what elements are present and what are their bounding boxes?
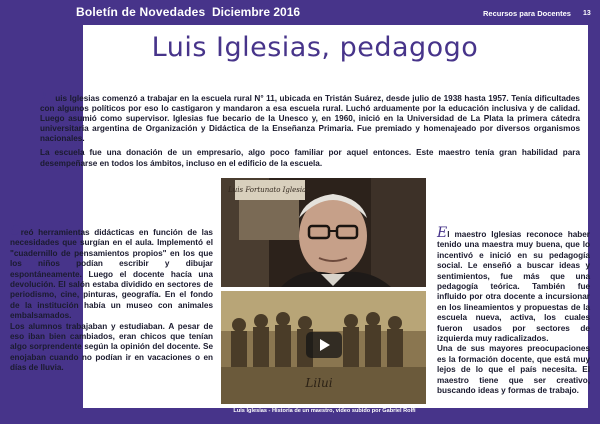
intro-paragraph-2: La escuela fue una donación de un empresario, algo poco familiar por aquel entonces. Este maestro tenía gran habilidad para desempeñarse en todos los ámbitos, incluso en el edificio de la escuela. — [40, 148, 580, 168]
video-thumbnail[interactable] — [221, 291, 426, 404]
left-column — [10, 223, 213, 374]
portrait-photo — [221, 178, 426, 287]
intro-paragraph-1: uis Iglesias comenzó a trabajar en la escuela rural N° 11, ubicada en Tristán Suárez, desde julio de 1938 hasta 1957. Tenía dificultades con algunos políticos por eso lo castigaron y mandaron a esa escuela rural. Luchó arduamente por la educación inclusiva y de calidad. Luego asumió como supervisor. Iglesias fue becario de la Unesco y, en 1960, inició en la Universidad de La Plata la primera cátedra universitaria argentina de Organización y Didáctica de la Enseñanza Primaria. Fue premiado y homenajeado por diversos organismos nacionales. — [40, 94, 580, 144]
play-icon — [306, 332, 342, 358]
video-label: Lilui — [305, 376, 333, 390]
intro-text — [40, 85, 580, 169]
play-button[interactable] — [306, 332, 342, 358]
bulletin-date: Diciembre 2016 — [212, 5, 301, 19]
right-paragraph-2: Una de sus mayores preocupaciones es la formación docente, que está muy lejos de lo que el país necesita. El maestro tiene que ser creativo, buscando ideas y formas de trabajo. — [437, 344, 590, 396]
bulletin-title: Boletín de Novedades — [76, 5, 206, 19]
right-column — [437, 225, 590, 397]
portrait-sign: Luis Fortunato Iglesias — [228, 186, 310, 194]
section-label: Recursos para Docentes — [483, 9, 571, 18]
left-paragraph-1: reó herramientas didácticas en función de las necesidades que surgían en el aula. Implementó el "cuadernillo de pensamientos propios" en los que los niños podían escribir y dibujar espontáneamente. Luego el docente hacía una devolución. El salón estaba dividido en sectores de periodismo, cine, pinturas, geografía. En el fondo de la institución había un museo con animales embalsamados. — [10, 228, 213, 321]
left-paragraph-2: Los alumnos trabajaban y estudiaban. A pesar de eso iban bien cambiados, eran chicos que tenían algo sorprendente según la opinión del docente. Se enojaban cuando no podían ir en vacaciones o en días de lluvia. — [10, 321, 213, 373]
page-number: 13 — [583, 10, 591, 17]
left-dropcap: C — [10, 223, 21, 239]
video-caption: Luis Iglesias - Historia de un maestro, video subido por Gabriel Rolfi — [233, 408, 416, 414]
portrait-illustration — [221, 178, 426, 287]
right-paragraph-1: l maestro Iglesias reconoce haber tenido una maestra muy buena, que lo incentivó e inició en su pedagogía social. Le enseñó a buscar ideas y sentimientos, fue más que una pedagogía teórica. También fue influido por otra docente a incursionar en los lineamientos y propuestas de la escuela nueva, activa, los cuales fueron usados por sectores de izquierda muy radicalizados. — [437, 230, 590, 344]
right-dropcap: E — [437, 225, 448, 241]
article-title: Luis Iglesias, pedagogo — [151, 32, 479, 63]
intro-dropcap: L — [40, 85, 54, 109]
